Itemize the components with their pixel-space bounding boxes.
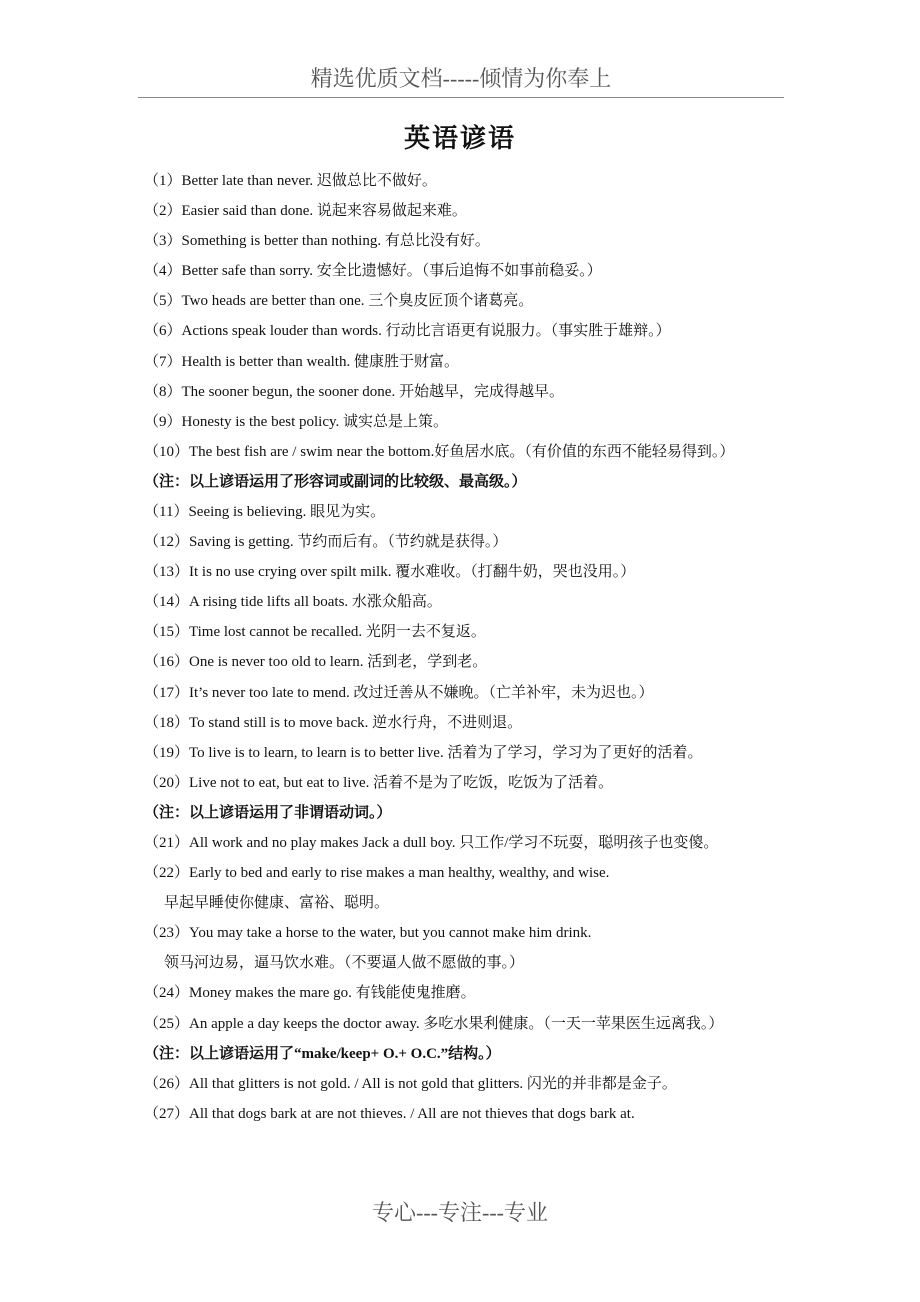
page-footer: 专心---专注---专业	[372, 1200, 548, 1225]
proverb-line: （14）A rising tide lifts all boats. 水涨众船高。	[144, 594, 442, 611]
proverb-line: （17）It’s never too late to mend. 改过迁善从不嫌晚。（亡羊补牢，未为迟也。）	[144, 684, 654, 701]
proverb-line: （22）Early to bed and early to rise makes a man healthy, wealthy, and wise.	[144, 865, 610, 882]
proverb-line: （10）The best fish are / swim near the bottom.好鱼居水底。（有价值的东西不能轻易得到。）	[144, 443, 735, 460]
grammar-note: （注：以上谚语运用了形容词或副词的比较级、最高级。）	[144, 473, 527, 490]
proverb-line: （21）All work and no play makes Jack a dull boy. 只工作/学习不玩耍，聪明孩子也变傻。	[144, 834, 719, 851]
proverb-line: （15）Time lost cannot be recalled. 光阴一去不复返。	[144, 624, 486, 641]
proverb-line: （5）Two heads are better than one. 三个臭皮匠顶个诸葛亮。	[144, 293, 534, 310]
proverb-line: （25）An apple a day keeps the doctor away. 多吃水果利健康。（一天一苹果医生远离我。）	[144, 1015, 724, 1032]
proverb-line: （2）Easier said than done. 说起来容易做起来难。	[144, 203, 467, 220]
proverb-line: （6）Actions speak louder than words. 行动比言语更有说服力。（事实胜于雄辩。）	[144, 323, 671, 340]
proverb-line: （16）One is never too old to learn. 活到老，学到老。	[144, 654, 488, 671]
proverb-line: （19）To live is to learn, to learn is to better live. 活着为了学习，学习为了更好的活着。	[144, 744, 703, 761]
proverb-line: （26）All that glitters is not gold. / All is not gold that glitters. 闪光的并非都是金子。	[144, 1075, 677, 1092]
proverb-line: （27）All that dogs bark at are not thieves. / All are not thieves that dogs bark at.	[144, 1105, 635, 1122]
document-title: 英语谚语	[403, 124, 516, 153]
proverb-translation-line: 领马河边易，逼马饮水难。（不要逼人做不愿做的事。）	[164, 955, 525, 972]
proverb-line: （18）To stand still is to move back. 逆水行舟，不进则退。	[144, 714, 523, 731]
grammar-note: （注：以上谚语运用了“make/keep+ O.+ O.C.”结构。）	[144, 1045, 501, 1062]
proverb-line: （24）Money makes the mare go. 有钱能使鬼推磨。	[144, 985, 476, 1002]
proverb-line: （8）The sooner begun, the sooner done. 开始越早，完成得越早。	[144, 383, 564, 400]
grammar-note: （注：以上谚语运用了非谓语动词。）	[144, 804, 392, 821]
proverb-line: （23）You may take a horse to the water, but you cannot make him drink.	[144, 925, 592, 942]
proverb-line: （13）It is no use crying over spilt milk. 覆水难收。（打翻牛奶，哭也没用。）	[144, 564, 636, 581]
proverb-line: （3）Something is better than nothing. 有总比没有好。	[144, 233, 490, 250]
proverb-line: （20）Live not to eat, but eat to live. 活着不是为了吃饭，吃饭为了活着。	[144, 774, 614, 791]
proverb-line: （11）Seeing is believing. 眼见为实。	[144, 503, 386, 520]
proverb-translation-line: 早起早睡使你健康、富裕、聪明。	[164, 895, 390, 912]
proverb-line: （12）Saving is getting. 节约而后有。（节约就是获得。）	[144, 534, 508, 551]
proverb-line: （1）Better late than never. 迟做总比不做好。	[144, 173, 437, 189]
proverb-line: （9）Honesty is the best policy. 诚实总是上策。	[144, 413, 449, 430]
proverb-list	[144, 166, 784, 1129]
page-header: 精选优质文档-----倾情为你奉上	[138, 62, 784, 98]
proverb-line: （4）Better safe than sorry. 安全比遗憾好。（事后追悔不如事前稳妥。）	[144, 263, 602, 280]
proverb-line: （7）Health is better than wealth. 健康胜于财富。	[144, 353, 459, 370]
